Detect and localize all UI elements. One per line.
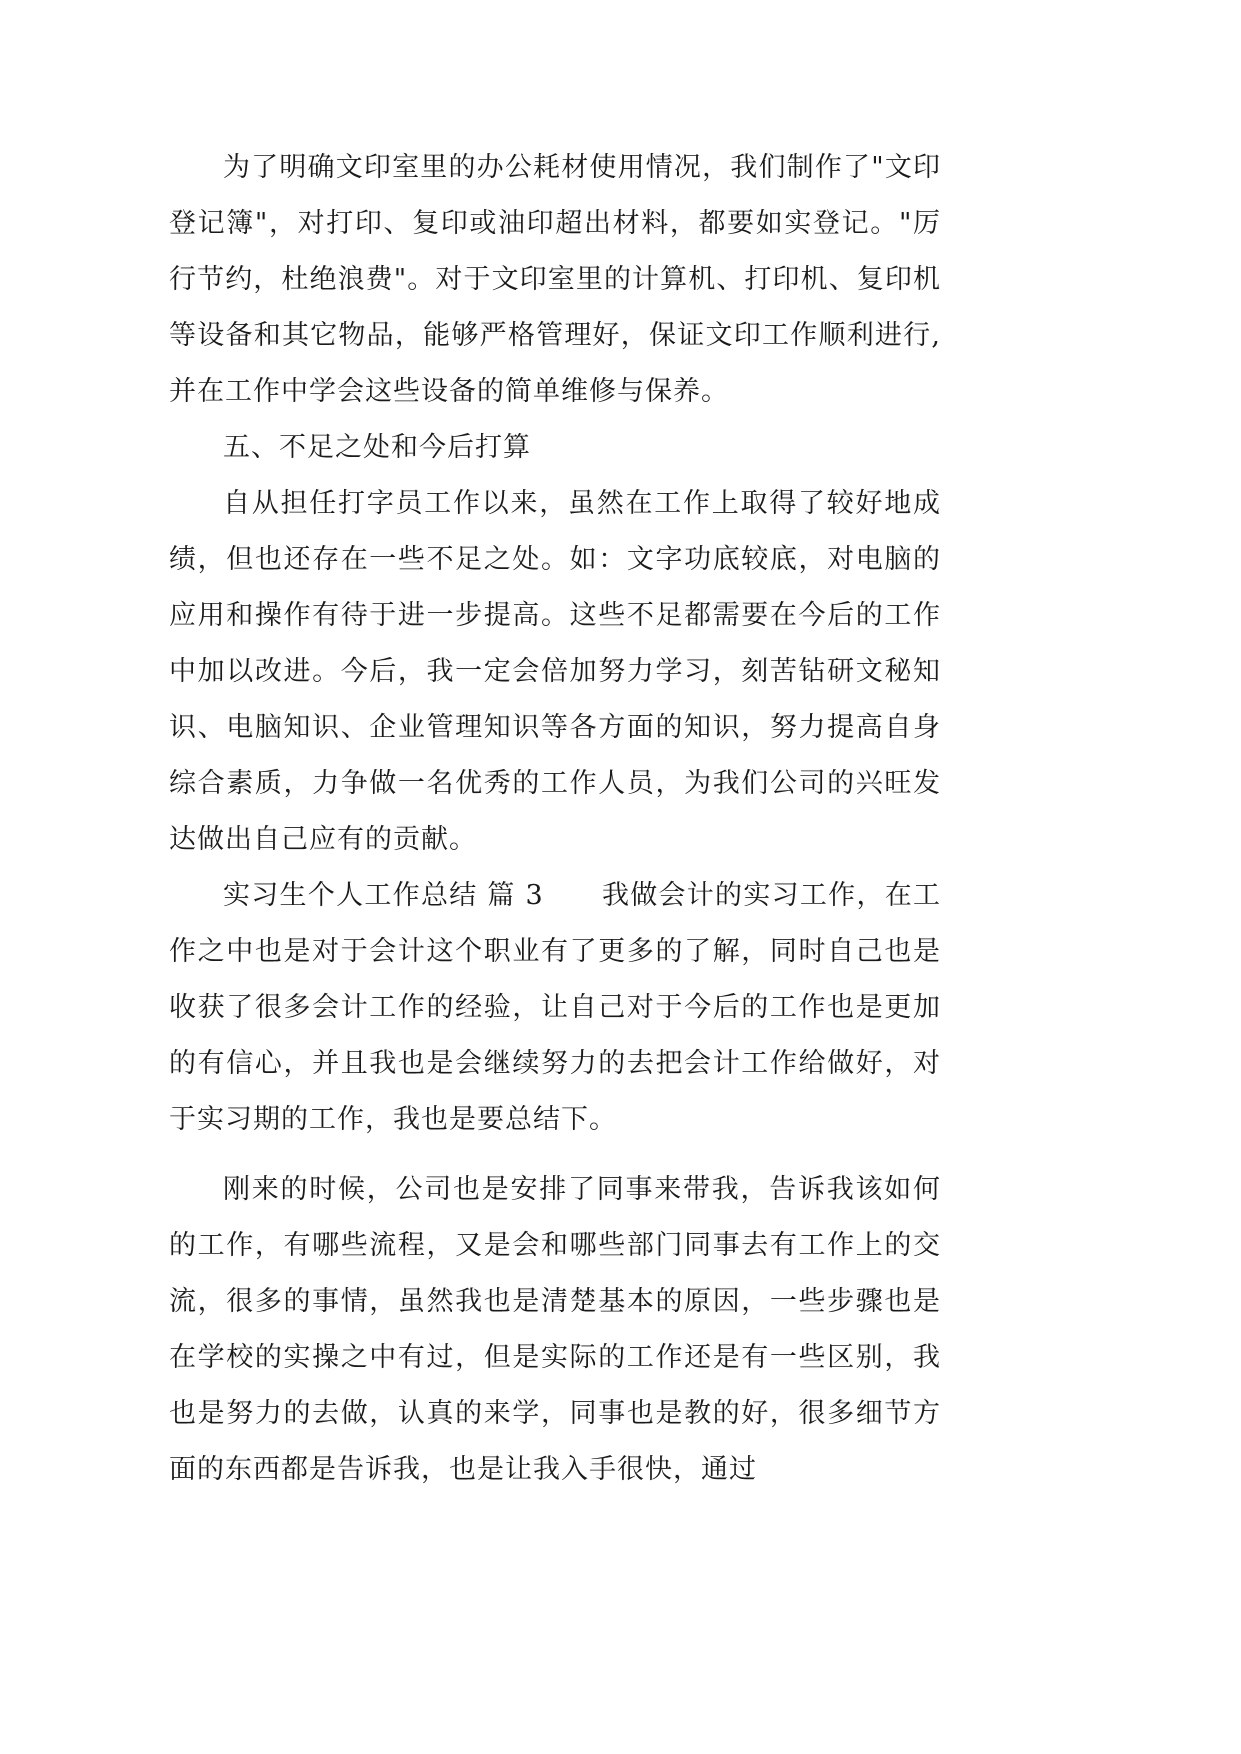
paragraph-print-room: 为了明确文印室里的办公耗材使用情况，我们制作了"文印登记簿"，对打印、复印或油印超出材料，都要如实登记。"厉行节约，杜绝浪费"。对于文印室里的计算机、打印机、复印机等设备和其它物品，能够严格管理好，保证文印工作顺利进行,并在工作中学会这些设备的简单维修与保养。 (169, 152, 941, 407)
section-title: 实习生个人工作总结 篇 3 (223, 880, 544, 911)
paragraph-accounting-intro: 我做会计的实习工作，在工作之中也是对于会计这个职业有了更多的了解，同时自己也是收获了很多会计工作的经验，让自己对于今后的工作也是更加的有信心，并且我也是会继续努力的去把会计工作给做好，对于实习期的工作，我也是要总结下。 (169, 880, 941, 1135)
paragraph-first-days: 刚来的时候，公司也是安排了同事来带我，告诉我该如何的工作，有哪些流程，又是会和哪些部门同事去有工作上的交流，很多的事情，虽然我也是清楚基本的原因，一些步骤也是在学校的实操之中有过，但是实际的工作还是有一些区别，我也是努力的去做，认真的来学，同事也是教的好，很多细节方面的东西都是告诉我，也是让我入手很快，通过 (169, 1174, 941, 1485)
heading-shortcomings: 五、不足之处和今后打算 (223, 432, 531, 463)
paragraph-shortcomings: 自从担任打字员工作以来，虽然在工作上取得了较好地成绩，但也还存在一些不足之处。如：文字功底较底，对电脑的应用和操作有待于进一步提高。这些不足都需要在今后的工作中加以改进。今后，我一定会倍加努力学习，刻苦钻研文秘知识、电脑知识、企业管理知识等各方面的知识，努力提高自身综合素质，力争做一名优秀的工作人员，为我们公司的兴旺发达做出自己应有的贡献。 (169, 488, 941, 855)
section-article-3 (169, 868, 941, 1148)
document-body (169, 140, 941, 1498)
